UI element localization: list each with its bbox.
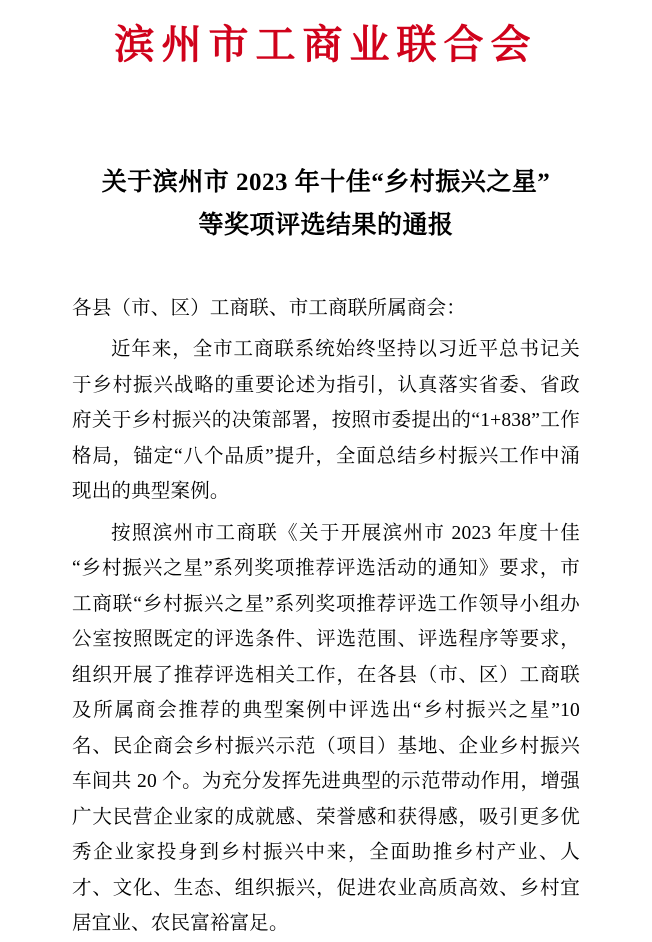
body-paragraph-1: 近年来，全市工商联系统始终坚持以习近平总书记关于乡村振兴战略的重要论述为指引，认真落实省委、省政府关于乡村振兴的决策部署，按照市委提出的“1+838”工作格局，锚定“八个品质”提升，全面总结乡村振兴工作中涌现出的典型案例。 bbox=[72, 339, 580, 503]
letterhead-title: 滨州市工商业联合会 bbox=[114, 22, 538, 67]
document-body bbox=[72, 291, 580, 942]
body-paragraph-2: 按照滨州市工商联《关于开展滨州市 2023 年度十佳“乡村振兴之星”系列奖项推荐评选活动的通知》要求，市工商联“乡村振兴之星”系列奖项推荐评选工作领导小组办公室按照既定的评选条件、评选范围、评选程序等要求，组织开展了推荐评选相关工作，在各县（市、区）工商联及所属商会推荐的典型案例中评选出“乡村振兴之星”10 名、民企商会乡村振兴示范（项目）基地、企业乡村振兴车间共 20 个。为充分发挥先进典型的示范带动作用，增强广大民营企业家的成就感、荣誉感和获得感，吸引更多优秀企业家投身到乡村振兴中来，全面助推乡村产业、人才、文化、生态、组织振兴，促进农业高质高效、乡村宜居宜业、农民富裕富足。 bbox=[72, 522, 580, 935]
document-title-line-2: 等奖项评选结果的通报 bbox=[198, 212, 454, 239]
document-title-line-1: 关于滨州市 2023 年十佳“乡村振兴之星” bbox=[101, 169, 551, 196]
salutation: 各县（市、区）工商联、市工商联所属商会： bbox=[72, 298, 467, 319]
document-title bbox=[76, 161, 576, 247]
